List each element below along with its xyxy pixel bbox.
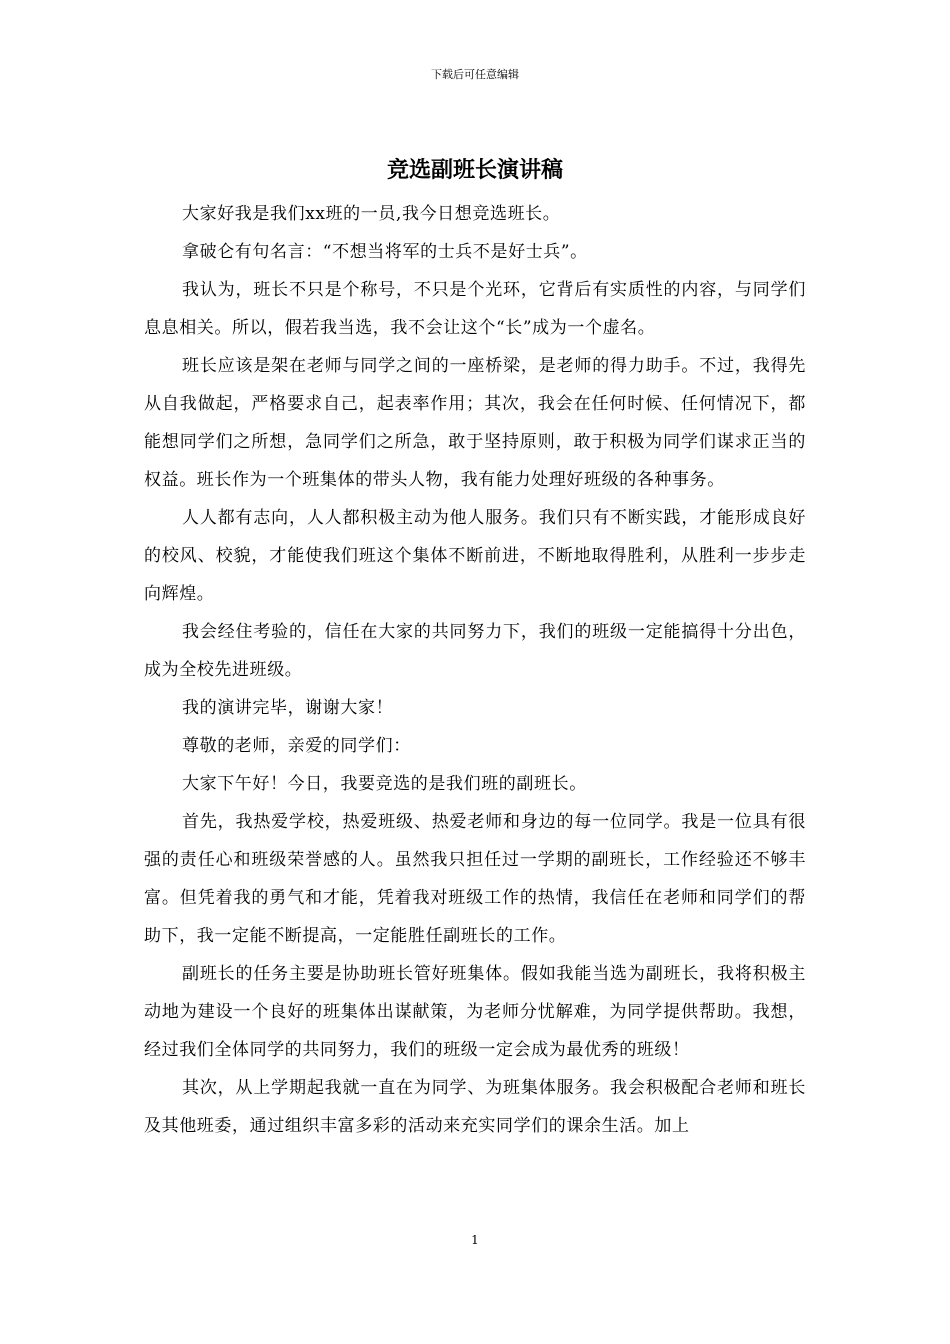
paragraph: 大家好我是我们xx班的一员,我今日想竞选班长。 (182, 204, 561, 224)
page-number: 1 (471, 1233, 479, 1247)
paragraph: 副班长的任务主要是协助班长管好班集体。假如我能当选为副班长，我将积极主动地为建设一个良好的班集体出谋献策，为老师分忧解难，为同学提供帮助。我想，经过我们全体同学的共同努力，我们的班级一定会成为最优秀的班级！ (144, 964, 806, 1060)
paragraph: 班长应该是架在老师与同学之间的一座桥梁，是老师的得力助手。不过，我得先从自我做起，严格要求自己，起表率作用；其次，我会在任何时候、任何情况下，都能想同学们之所想，急同学们之所急，敢于坚持原则，敢于积极为同学们谋求正当的权益。班长作为一个班集体的带头人物，我有能力处理好班级的各种事务。 (144, 356, 806, 490)
header-note: 下载后可任意编辑 (431, 68, 519, 81)
paragraph: 尊敬的老师，亲爱的同学们： (182, 736, 411, 756)
paragraph: 我的演讲完毕，谢谢大家！ (182, 698, 394, 718)
paragraph: 我会经住考验的，信任在大家的共同努力下，我们的班级一定能搞得十分出色，成为全校先进班级。 (144, 622, 806, 680)
paragraph: 我认为，班长不只是个称号，不只是个光环，它背后有实质性的内容，与同学们息息相关。所以，假若我当选，我不会让这个“长”成为一个虚名。 (144, 280, 806, 338)
paragraph: 拿破仑有句名言：“不想当将军的士兵不是好士兵”。 (182, 242, 588, 262)
paragraph: 首先，我热爱学校，热爱班级、热爱老师和身边的每一位同学。我是一位具有很强的责任心和班级荣誉感的人。虽然我只担任过一学期的副班长，工作经验还不够丰富。但凭着我的勇气和才能，凭着我对班级工作的热情，我信任在老师和同学们的帮助下，我一定能不断提高，一定能胜任副班长的工作。 (144, 812, 806, 946)
paragraph: 人人都有志向，人人都积极主动为他人服务。我们只有不断实践，才能形成良好的校风、校貌，才能使我们班这个集体不断前进，不断地取得胜利，从胜利一步步走向辉煌。 (144, 508, 806, 604)
document-title: 竞选副班长演讲稿 (386, 157, 563, 183)
document-body (144, 195, 806, 1145)
paragraph: 大家下午好！今日，我要竞选的是我们班的副班长。 (182, 774, 587, 794)
paragraph: 其次，从上学期起我就一直在为同学、为班集体服务。我会积极配合老师和班长及其他班委，通过组织丰富多彩的活动来充实同学们的课余生活。加上 (144, 1078, 806, 1136)
